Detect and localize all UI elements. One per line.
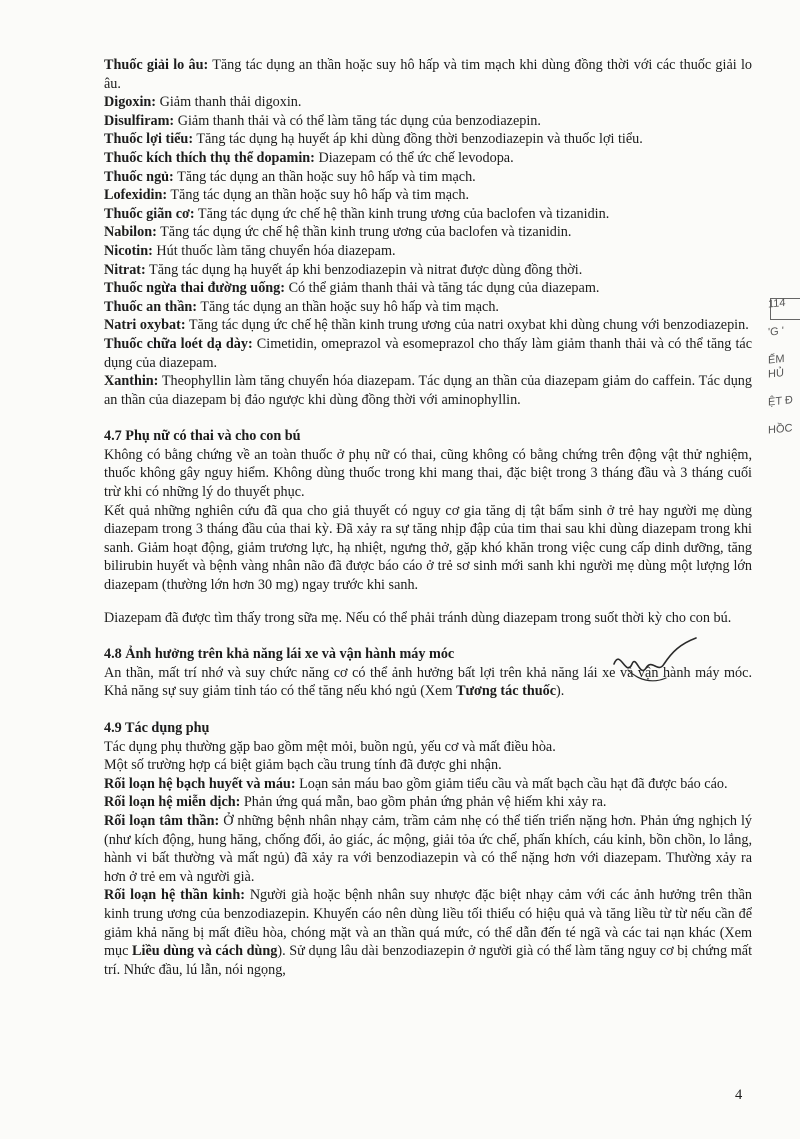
interaction-item [104,242,752,261]
interaction-term: Thuốc kích thích thụ thể dopamin: [104,149,315,166]
interaction-item [104,279,752,298]
side-effect-text: Loạn sản máu bao gồm giảm tiểu cầu và mất bạch cầu hạt đã được báo cáo. [295,775,728,792]
side-effect-term: Rối loạn tâm thần: [104,812,220,829]
paragraph-text: An thần, mất trí nhớ và suy chức năng cơ có thể ảnh hưởng bất lợi trên khả năng lái xe và vận hành máy móc. Khả năng sự suy giảm tỉnh táo có thể tăng nếu khó ngủ (Xem [104,664,752,700]
section-heading: 4.7 Phụ nữ có thai và cho con bú [104,428,301,445]
interaction-item [104,93,752,112]
edge-fragment: ẾM HỦ [768,352,785,381]
section-side-effects [104,719,752,979]
interaction-term: Nitrat: [104,261,146,278]
interaction-item [104,56,752,93]
cross-reference: Liều dùng và cách dùng [132,943,278,960]
interaction-term: Natri oxybat: [104,317,186,334]
interaction-text: Tăng tác dụng hạ huyết áp khi dùng đồng thời benzodiazepin và thuốc lợi tiểu. [193,131,643,148]
edge-stamp-fragments [768,294,800,451]
paragraph: Không có bằng chứng về an toàn thuốc ở phụ nữ có thai, cũng không có bằng chứng trên động vật thử nghiệm, thuốc không gây nguy hiểm. Không dùng thuốc trong khi mang thai, đặc biệt trong 3 tháng đầu và 3 tháng cuối trừ khi có những lý do thuyết phục. [104,446,752,501]
interaction-text: Tăng tác dụng hạ huyết áp khi benzodiazepin và nitrat được dùng đồng thời. [145,261,583,278]
interaction-item [104,168,752,187]
interaction-text: Tăng tác dụng an thần hoặc suy hô hấp và tim mạch. [173,168,476,185]
interaction-item [104,186,752,205]
interaction-term: Xanthin: [104,373,159,390]
paragraph: Tác dụng phụ thường gặp bao gồm mệt mỏi, buồn ngủ, yếu cơ và mất điều hòa. [104,738,556,755]
interaction-item [104,298,752,317]
paragraph: Diazepam đã được tìm thấy trong sữa mẹ. Nếu có thể phải tránh dùng diazepam trong suốt thời kỳ cho con bú. [104,609,732,626]
interaction-text: Tăng tác dụng ức chế hệ thần kinh trung ương của baclofen và tizanidin. [156,224,572,241]
side-effect-term: Rối loạn hệ miễn dịch: [104,794,241,811]
interaction-term: Nicotin: [104,242,153,259]
section-heading: 4.8 Ảnh hưởng trên khả năng lái xe và vận hành máy móc [104,646,455,663]
interaction-list [104,56,752,409]
edge-fragment: ỆT Đ [768,394,793,409]
cross-reference: Tương tác thuốc [456,683,556,700]
side-effect-text: Ở những bệnh nhân nhạy cảm, trầm cảm nhẹ có thể tiến triển nặng hơn. Phản ứng nghịch lý (như kích động, hung hăng, chống đối, ảo giác, ác mộng, giải tỏa ức chế, phấn khích, cáu kỉnh, bồn chồn, lo lắng, hành vi bất thường và mất ngủ) đã xảy ra với benzodiazepin và có thể nặng hơn với diazepam. Thường xảy ra hơn ở trẻ em và người già. [104,812,752,885]
interaction-term: Thuốc ngủ: [104,168,174,185]
side-effect-term: Rối loạn hệ bạch huyết và máu: [104,775,296,792]
side-effect-text: Người già hoặc bệnh nhân suy nhược đặc biệt nhạy cảm với các ảnh hưởng trên thần kinh trung ương của benzodiazepin. Khuyến cáo nên dùng liều tối thiểu có hiệu quả và tăng liều từ từ nếu cần để giảm khả năng bị mất điều hòa, chóng mặt và an thần quá mức, có thể dẫn đến té ngã và các tai nạn khác (Xem mục [104,887,752,960]
edge-fragment: 114 [768,296,786,311]
interaction-item [104,316,752,335]
section-pregnancy [104,427,752,627]
edge-fragment: HỒC [768,422,793,437]
interaction-text: Hút thuốc làm tăng chuyển hóa diazepam. [152,242,396,259]
interaction-text: Giảm thanh thải digoxin. [156,94,302,111]
interaction-term: Thuốc giải lo âu: [104,57,209,73]
side-effect-item [104,886,752,979]
paragraph-text: ). [556,683,565,700]
interaction-item [104,205,752,224]
section-heading: 4.9 Tác dụng phụ [104,720,210,736]
interaction-term: Lofexidin: [104,187,168,204]
interaction-term: Digoxin: [104,94,157,111]
paragraph: Kết quả những nghiên cứu đã qua cho giả thuyết có nguy cơ gia tăng dị tật bẩm sinh ở trẻ hay người mẹ dùng diazepam trong 3 tháng đầu của thai kỳ. Đã xảy ra sự tăng nhịp đập của tim thai sau khi dùng diazepam trong khi sanh. Giảm hoạt động, giảm trương lực, hạ nhiệt, ngưng thở, gặp khó khăn trong việc cung cấp dinh dưỡng, tăng bilirubin huyết và bệnh vàng nhân não đã được báo cáo ở trẻ sơ sinh mới sanh khi người mẹ dùng một lượng lớn diazepam (thường lớn hơn 30 mg) ngay trước khi sanh. [104,502,752,594]
interaction-text: Tăng tác dụng ức chế hệ thần kinh trung ương của natri oxybat khi dùng chung với benzodiazepin. [185,317,749,334]
interaction-term: Thuốc chữa loét dạ dày: [104,335,253,352]
interaction-text: Tăng tác dụng ức chế hệ thần kinh trung ương của baclofen và tizanidin. [194,205,610,222]
side-effect-term: Rối loạn hệ thần kinh: [104,887,245,904]
interaction-term: Thuốc an thần: [104,298,198,315]
interaction-item [104,149,752,168]
interaction-item [104,261,752,280]
interaction-item [104,112,752,131]
paragraph: Một số trường hợp cá biệt giảm bạch cầu trung tính đã được ghi nhận. [104,757,502,774]
interaction-text: Diazepam có thể ức chế levodopa. [314,149,514,166]
side-effect-text: Phản ứng quá mẫn, bao gồm phản ứng phản vệ hiếm khi xảy ra. [240,794,607,811]
interaction-text: Giảm thanh thải và có thể làm tăng tác dụng của benzodiazepin. [174,112,541,129]
handwritten-signature [608,634,700,694]
side-effect-item [104,793,752,812]
side-effect-item [104,812,752,886]
interaction-term: Thuốc giãn cơ: [104,205,195,222]
interaction-item [104,223,752,242]
interaction-text: Cimetidin, omeprazol và esomeprazol cho thấy làm giảm thanh thải và có thể tăng tác dụng của diazepam. [104,335,752,371]
interaction-item [104,130,752,149]
document-body [104,56,752,979]
side-effect-text: ). Sử dụng lâu dài benzodiazepin ở người già có thể làm tăng nguy cơ bị chứng mất trí. Nhức đầu, lú lẫn, nói ngọng, [104,943,753,978]
interaction-text: Tăng tác dụng an thần hoặc suy hô hấp và tim mạch khi dùng đồng thời với các thuốc giải lo âu. [104,57,753,92]
interaction-term: Disulfiram: [104,112,175,129]
interaction-term: Nabilon: [104,224,157,241]
page-number: 4 [735,1087,743,1103]
interaction-item [104,335,752,372]
interaction-text: Theophyllin làm tăng chuyển hóa diazepam. Tác dụng an thần của diazepam giảm do caffein. Tác dụng an thần của diazepam bị đảo ngược khi dùng đồng thời với aminophyllin. [104,373,752,408]
side-effect-item [104,775,752,794]
interaction-text: Có thể giảm thanh thải và tăng tác dụng của diazepam. [285,280,600,297]
interaction-text: Tăng tác dụng an thần hoặc suy hô hấp và tim mạch. [197,298,499,315]
interaction-item [104,372,752,409]
edge-fragment: 'G ' [768,325,784,339]
interaction-term: Thuốc lợi tiểu: [104,131,194,148]
interaction-text: Tăng tác dụng an thần hoặc suy hô hấp và tim mạch. [167,187,469,204]
interaction-term: Thuốc ngừa thai đường uống: [104,280,286,297]
